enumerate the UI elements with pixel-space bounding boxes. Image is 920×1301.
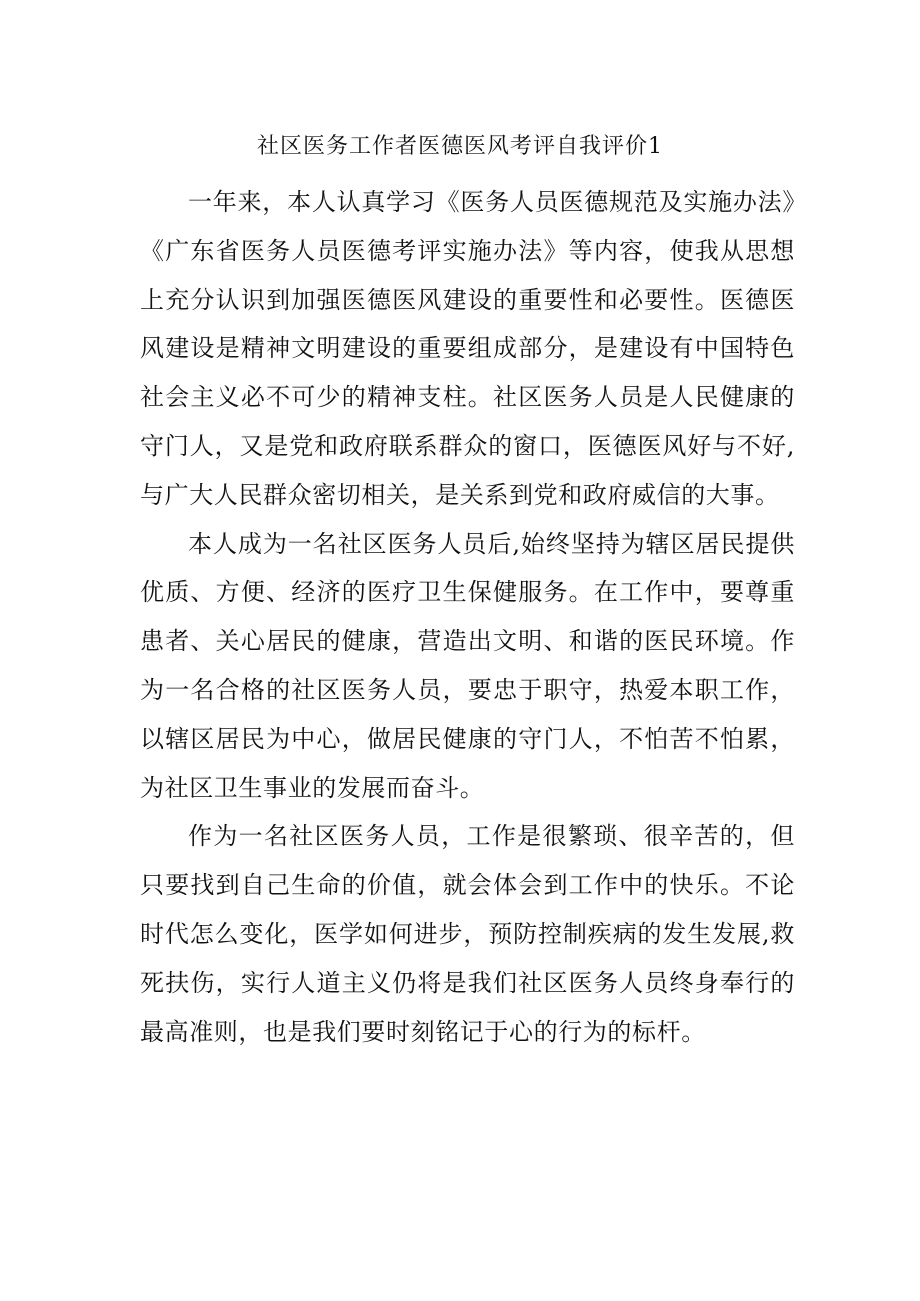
paragraph-2: 本人成为一名社区医务人员后,始终坚持为辖区居民提供优质、方便、经济的医疗卫生保健服务。在工作中，要尊重患者、关心居民的健康，营造出文明、和谐的医民环境。作为一名合格的社区医务人员，要忠于职守，热爱本职工作，以辖区居民为中心，做居民健康的守门人，不怕苦不怕累，为社区卫生事业的发展而奋斗。 — [140, 529, 795, 802]
document-title: 社区医务工作者医德医风考评自我评价1 — [257, 134, 663, 159]
document-body — [140, 178, 795, 1056]
paragraph-1: 一年来，本人认真学习《医务人员医德规范及实施办法》《广东省医务人员医德考评实施办法》等内容，使我从思想上充分认识到加强医德医风建设的重要性和必要性。医德医风建设是精神文明建设的重要组成部分，是建设有中国特色社会主义必不可少的精神支柱。社区医务人员是人民健康的守门人，又是党和政府联系群众的窗口，医德医风好与不好,与广大人民群众密切相关，是关系到党和政府威信的大事。 — [140, 188, 795, 509]
paragraph-3: 作为一名社区医务人员，工作是很繁琐、很辛苦的，但只要找到自己生命的价值，就会体会到工作中的快乐。不论时代怎么变化，医学如何进步，预防控制疾病的发生发展,救死扶伤，实行人道主义仍将是我们社区医务人员终身奉行的最高准则，也是我们要时刻铭记于心的行为的标杆。 — [140, 822, 795, 1046]
